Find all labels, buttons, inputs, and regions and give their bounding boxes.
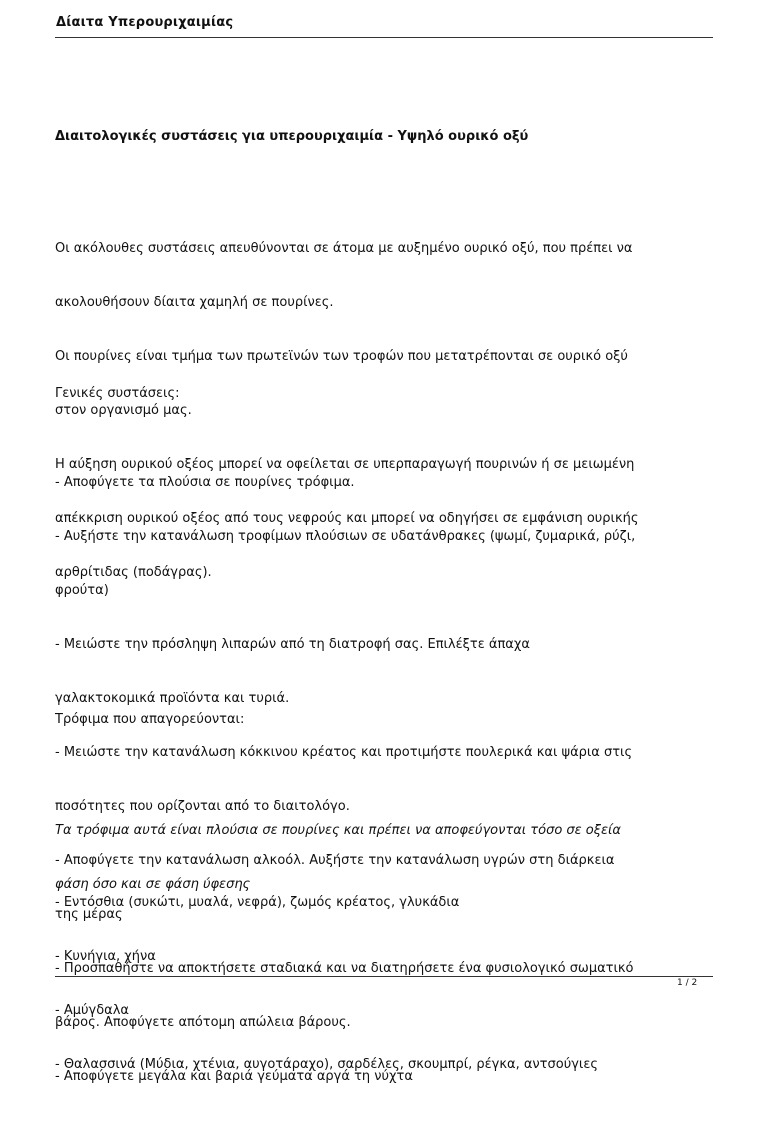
list-item: της μέρας (55, 907, 123, 922)
list-item: - Αυξήστε την κατανάλωση τροφίμων πλούσιων σε υδατάνθρακες (ψωμί, ζυμαρικά, ρύζι, (55, 529, 636, 544)
intro-line: στον οργανισμό μας. (55, 403, 192, 418)
forbidden-foods-heading: Τρόφιμα που απαγορεύονται: (55, 712, 245, 727)
intro-line: απέκκριση ουρικού οξέος από τους νεφρούς και μπορεί να οδηγήσει σε εμφάνιση ουρικής (55, 511, 639, 526)
list-item: - Αποφύγετε τα πλούσια σε πουρίνες τρόφιμα. (55, 475, 355, 490)
list-item: φρούτα) (55, 583, 109, 598)
list-item: - Μειώστε την κατανάλωση κόκκινου κρέατος και προτιμήστε πουλερικά και ψάρια στις (55, 745, 633, 760)
intro-line: Οι πουρίνες είναι τμήμα των πρωτεϊνών των τροφών που μετατρέπονται σε ουρικό οξύ (55, 349, 628, 364)
list-item: - Αποφύγετε μεγάλα και βαριά γεύματα αργά τη νύχτα (55, 1069, 413, 1084)
list-item: - Αμύγδαλα (55, 1003, 129, 1018)
general-recommendations-heading: Γενικές συστάσεις: (55, 386, 180, 401)
list-item: γαλακτοκομικά προϊόντα και τυριά. (55, 691, 290, 706)
document-heading: Διαιτολογικές συστάσεις για υπερουριχαιμία - Υψηλό ουρικό οξύ (55, 129, 529, 144)
page-number: 1 / 2 (677, 978, 698, 988)
list-item: - Κυνήγια, χήνα (55, 949, 156, 964)
intro-line: Η αύξηση ουρικού οξέος μπορεί να οφείλεται σε υπερπαραγωγή πουρινών ή σε μειωμένη (55, 457, 635, 472)
list-item: βάρος. Αποφύγετε απότομη απώλεια βάρους. (55, 1015, 351, 1030)
list-item: - Εντόσθια (συκώτι, μυαλά, νεφρά), ζωμός κρέατος, γλυκάδια (55, 895, 460, 910)
note-line: Τα τρόφιμα αυτά είναι πλούσια σε πουρίνες και πρέπει να αποφεύγονται τόσο σε οξεία (55, 823, 621, 838)
intro-line: Οι ακόλουθες συστάσεις απευθύνονται σε άτομα με αυξημένο ουρικό οξύ, που πρέπει να (55, 241, 633, 256)
header-divider (55, 37, 713, 38)
list-item: - Μειώστε την πρόσληψη λιπαρών από τη διατροφή σας. Επιλέξτε άπαχα (55, 637, 530, 652)
list-item: ποσότητες που ορίζονται από το διαιτολόγο. (55, 799, 350, 814)
header-title: Δίαιτα Υπερουριχαιμίας (56, 15, 234, 30)
intro-line: αρθρίτιδας (ποδάγρας). (55, 565, 212, 580)
footer-divider (55, 976, 713, 977)
forbidden-foods-list (55, 858, 715, 1110)
intro-line: ακολουθήσουν δίαιτα χαμηλή σε πουρίνες. (55, 295, 334, 310)
list-item: - Προσπαθήστε να αποκτήσετε σταδιακά και να διατηρήσετε ένα φυσιολογικό σωματικό (55, 961, 634, 976)
list-item: - Αποφύγετε την κατανάλωση αλκοόλ. Αυξήστε την κατανάλωση υγρών στη διάρκεια (55, 853, 615, 868)
note-line: φάση όσο και σε φάση ύφεσης (55, 877, 251, 892)
list-item: - Θαλασσινά (Μύδια, χτένια, αυγοτάραχο), σαρδέλες, σκουμπρί, ρέγκα, αντσούγιες (55, 1057, 598, 1072)
